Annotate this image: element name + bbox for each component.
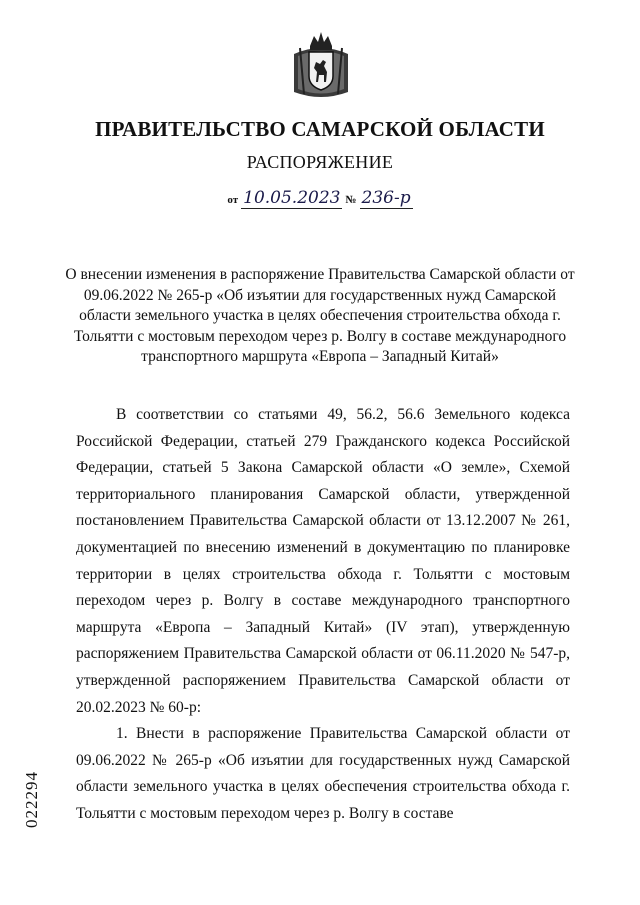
document-body [76,402,570,828]
samara-coat-of-arms-icon [290,28,352,102]
document-type: РАСПОРЯЖЕНИЕ [246,152,394,172]
date-label: от [227,194,239,206]
serial-number: 022294 [22,771,41,828]
body-paragraph: 1. Внести в распоряжение Правительства Самарской области от 09.06.2022 № 265-р «Об изъятии для государственных нужд Самарской области земельного участка в целях обеспечения строительства обхода г. Тольятти с мостовым переходом через р. Волгу в составе [76,725,570,822]
government-title: ПРАВИТЕЛЬСТВО САМАРСКОЙ ОБЛАСТИ [95,117,545,141]
document-subject: О внесении изменения в распоряжение Правительства Самарской области от 09.06.2022 № 265-р «Об изъятии для государственных нужд Самарской области земельного участка в целях обеспечения строительства обхода г. Тольятти с мостовым переходом через р. Волгу в составе международного транспортного маршрута «Европа – Западный Китай» [65,266,575,365]
document-date-number [0,188,640,208]
number-label: № [345,194,357,206]
body-paragraph: В соответствии со статьями 49, 56.2, 56.6 Земельного кодекса Российской Федерации, статьей 279 Гражданского кодекса Российской Федерации, статьей 5 Закона Самарской области «О земле», Схемой территориального планирования Самарской области, утвержденной постановлением Правительства Самарской области от 13.12.2007 № 261, документацией по внесению изменений в документацию по планировке территории в целях строительства обхода г. Тольятти с мостовым переходом через р. Волгу в составе международного транспортного маршрута «Европа – Западный Китай» (IV этап), утвержденную распоряжением Правительства Самарской области от 06.11.2020 № 547-р, утвержденной распоряжением Правительства Самарской области от 20.02.2023 № 60-р: [76,406,570,716]
document-date: 10.05.2023 [243,188,341,208]
document-number: 236-р [361,188,411,208]
